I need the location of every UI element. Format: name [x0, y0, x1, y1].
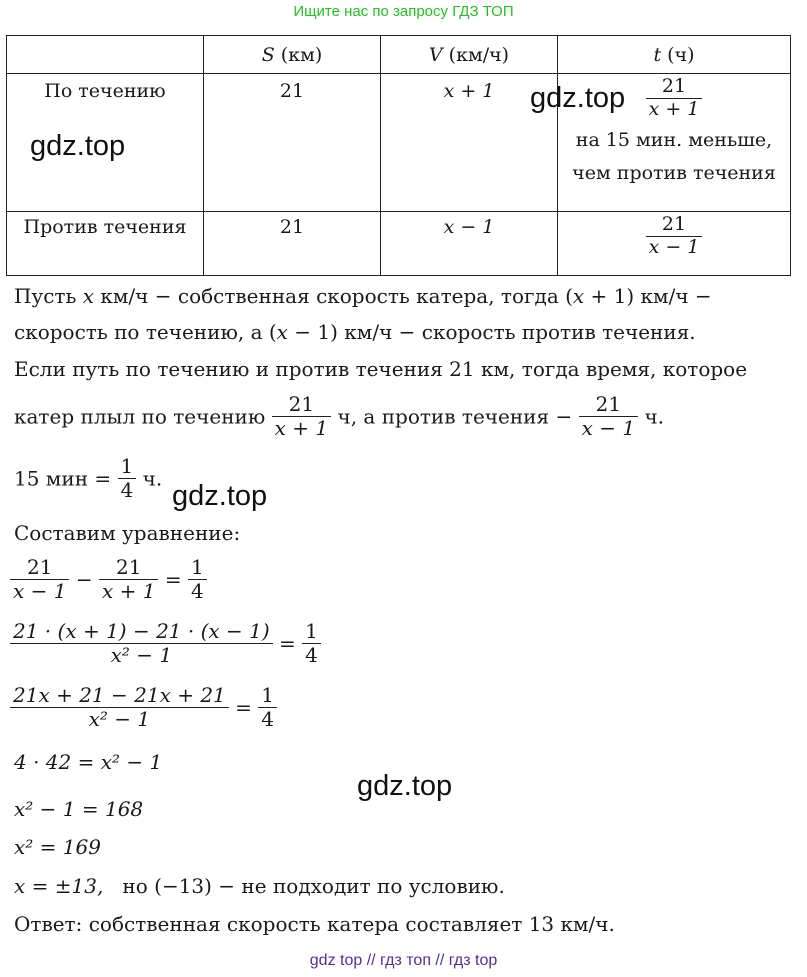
- row1-t-den: x + 1: [648, 97, 700, 120]
- text-line-2: скорость по течению, а (x − 1) км/ч − скорость против течения.: [14, 320, 696, 344]
- row1-s: 21: [204, 74, 381, 212]
- row2-t-den: x − 1: [648, 235, 700, 258]
- equation-5: x² − 1 = 168: [14, 797, 144, 821]
- equation-6: x² = 169: [14, 835, 101, 859]
- time-upstream-fraction: $\frac{21}{x - 1}$: [579, 393, 638, 440]
- equation-1: $\frac{21}{x - 1}$ − $\frac{21}{x + 1}$ = $\frac{1}{4}$: [10, 556, 207, 603]
- answer-line: Ответ: собственная скорость катера составляет 13 км/ч.: [14, 912, 615, 936]
- v-symbol: V: [428, 43, 443, 66]
- table-header-t: [558, 36, 791, 74]
- row1-v: x + 1: [381, 74, 558, 212]
- t-unit: (ч): [667, 43, 695, 66]
- row1-t-num: 21: [646, 76, 703, 99]
- footer-banner: gdz top // гдз топ // гдз top: [309, 952, 498, 969]
- watermark: gdz.top: [357, 770, 453, 802]
- row2-t-fraction: [646, 214, 703, 259]
- equation-3: $\frac{21x + 21 - 21x + 21}{\text{x² − 1}}$ = $\frac{1}{4}$: [10, 684, 277, 731]
- s-symbol: S: [261, 43, 275, 66]
- v-unit: (км/ч): [448, 43, 510, 66]
- row2-v: x − 1: [381, 212, 558, 276]
- watermark: gdz.top: [30, 130, 126, 162]
- text-line-5: 15 мин = $\frac{1}{4}$ ч.: [14, 454, 163, 502]
- row1-note-line1: на 15 мин. меньше,: [575, 128, 773, 151]
- s-unit: (км): [280, 43, 323, 66]
- equation-4: 4 · 42 = x² − 1: [14, 750, 163, 774]
- row1-t-fraction: [646, 76, 703, 121]
- t-symbol: t: [653, 43, 662, 66]
- table-header-v: [381, 36, 558, 74]
- equation-7: x = ±13, но (−13) − не подходит по условию.: [14, 874, 505, 898]
- row2-t-num: 21: [646, 214, 703, 237]
- quarter-hour-fraction: $\frac{1}{4}$: [118, 455, 137, 502]
- row1-label: По течению: [7, 74, 204, 212]
- text-line-4: катер плыл по течению $\frac{21}{x + 1}$ ч, а против течения − $\frac{21}{x - 1}$ ч.: [14, 392, 665, 440]
- table-header-s: [204, 36, 381, 74]
- watermark: gdz.top: [172, 480, 268, 512]
- time-downstream-fraction: $\frac{21}{x + 1}$: [272, 393, 331, 440]
- equation-2: $\frac{21 \cdot (x + 1) - 21 \cdot (x - 1)}{\text{x² − 1}}$ = $\frac{1}{4}$: [10, 620, 321, 667]
- row2-t: [558, 212, 791, 276]
- text-line-1: Пусть x км/ч − собственная скорость катера, тогда (x + 1) км/ч −: [14, 284, 712, 308]
- table-header-empty: [7, 36, 204, 74]
- row1-note-line2: чем против течения: [572, 161, 776, 184]
- row2-label: Против течения: [7, 212, 204, 276]
- text-line-6: Составим уравнение:: [14, 521, 241, 545]
- text-line-3: Если путь по течению и против течения 21 км, тогда время, которое: [14, 357, 748, 381]
- row2-s: 21: [204, 212, 381, 276]
- header-banner: Ищите нас по запросу ГДЗ ТОП: [293, 3, 514, 20]
- watermark: gdz.top: [530, 82, 626, 114]
